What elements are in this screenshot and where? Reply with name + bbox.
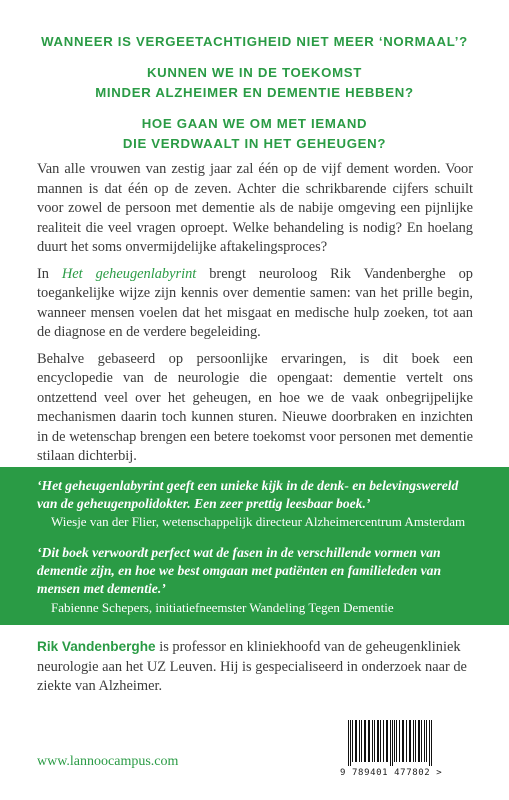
barcode-bar bbox=[386, 720, 388, 762]
barcode-bar bbox=[361, 720, 362, 762]
barcode-bar bbox=[418, 720, 420, 762]
blurb bbox=[37, 160, 473, 474]
barcode-bar bbox=[394, 720, 395, 762]
barcode-bar bbox=[406, 720, 407, 762]
question-2-line-2: MINDER ALZHEIMER EN DEMENTIE HEBBEN? bbox=[95, 85, 414, 100]
barcode-bar bbox=[402, 720, 404, 762]
quote-1-source: Wiesje van der Flier, wetenschappelijk directeur Alzheimercentrum Amsterdam bbox=[51, 514, 466, 530]
book-title: Het geheugenlabyrint bbox=[61, 265, 197, 282]
blurb-paragraph-1: Van alle vrouwen van zestig jaar zal één op de vijf dement worden. Voor mannen is dat één op de zeven. Achter die schrikbarende cijfers schuilt voor zowel de persoon met dementie als de nabije omgeving een pijnlijke realiteit die veel vragen oproept. Welke behandeling is nodig? En hoelang duurt het soms onvermijdelijke aftakelingsproces? bbox=[37, 161, 473, 255]
barcode-bar bbox=[421, 720, 422, 762]
barcode-bar bbox=[380, 720, 381, 762]
publisher-website[interactable]: www.lannoocampus.com bbox=[37, 754, 179, 769]
barcode-bar bbox=[396, 720, 397, 762]
barcode-bar bbox=[377, 720, 379, 762]
barcode-bar bbox=[350, 720, 351, 766]
barcode-bar bbox=[352, 720, 353, 762]
author-bio-text: is professor en kliniekhoofd van de geheugenkliniek neurologie aan het UZ Leuven. Hij is gespecialiseerd in onderzoek naar de ziekte van Alzheimer. bbox=[37, 639, 467, 694]
barcode-bar bbox=[392, 720, 393, 766]
barcode-bar bbox=[359, 720, 360, 762]
barcode-bar bbox=[413, 720, 414, 762]
blurb-paragraph-3: Behalve gebaseerd op persoonlijke ervaringen, is dit boek een encyclopedie van de neurologie die opengaat: dementie vertelt ons ontzettend veel over het geheugen, en hoe we de vaak onbegrijpelijke mechanismen daarin toch kunnen sturen. Nieuwe doorbraken en inzichten in de wetenschap brengen een betere toekomst voor personen met dementie stilaan dichterbij. bbox=[37, 350, 473, 464]
isbn-barcode bbox=[340, 720, 490, 784]
barcode-bar bbox=[383, 720, 384, 762]
barcode-bar bbox=[409, 720, 411, 762]
question-3-line-1: HOE GAAN WE OM MET IEMAND bbox=[141, 116, 368, 131]
quotes-band bbox=[0, 467, 509, 625]
barcode-bar bbox=[399, 720, 400, 762]
barcode-bar bbox=[431, 720, 432, 766]
barcode-bar bbox=[348, 720, 349, 766]
blurb-paragraph-2-prefix: In bbox=[37, 265, 62, 282]
cover-questions bbox=[0, 32, 509, 165]
quote-1-text: ‘Het geheugenlabyrint geeft een unieke kijk in de denk- en belevingswereld van de geheugenpolidokter. Een zeer prettig leesbaar boek.’ bbox=[37, 478, 459, 512]
barcode-bar bbox=[368, 720, 370, 762]
barcode-bar bbox=[415, 720, 416, 762]
barcode-bar bbox=[429, 720, 430, 766]
question-3-line-2: DIE VERDWAALT IN HET GEHEUGEN? bbox=[122, 136, 387, 151]
quote-1 bbox=[37, 477, 477, 531]
quote-2-source: Fabienne Schepers, initiatiefneemster Wandeling Tegen Dementie bbox=[51, 599, 394, 615]
barcode-bar bbox=[364, 720, 366, 762]
barcode-bar bbox=[390, 720, 391, 766]
barcode-bar bbox=[355, 720, 357, 762]
question-3 bbox=[0, 114, 509, 154]
barcode-bar bbox=[426, 720, 427, 762]
question-1: WANNEER IS VERGEETACHTIGHEID NIET MEER ‘NORMAAL’? bbox=[41, 34, 468, 49]
question-2 bbox=[0, 63, 509, 103]
blurb-paragraph-2 bbox=[37, 265, 473, 343]
author-bio bbox=[37, 637, 467, 697]
quote-2 bbox=[37, 544, 477, 617]
question-2-line-1: KUNNEN WE IN DE TOEKOMST bbox=[146, 65, 363, 80]
author-name: Rik Vandenberghe bbox=[37, 639, 156, 654]
barcode-digits: 9 789401 477802 > bbox=[340, 768, 443, 778]
barcode-bar bbox=[424, 720, 425, 762]
quote-2-text: ‘Dit boek verwoordt perfect wat de fasen in de verschillende vormen van dementie zijn, en hoe we best omgaan met patiënten en familieleden van mensen met dementie.’ bbox=[37, 545, 442, 597]
blurb-paragraph-2-rest: brengt neuroloog Rik Vandenberghe op toegankelijke wijze zijn kennis over dementie samen: van het prille begin, wanneer mensen voelen dat het misgaat en medische hulp zoeken, tot aan de diagnose en de verdere begeleiding. bbox=[37, 265, 473, 340]
barcode-bar bbox=[372, 720, 373, 762]
barcode-bars bbox=[340, 720, 490, 766]
barcode-bar bbox=[374, 720, 375, 762]
